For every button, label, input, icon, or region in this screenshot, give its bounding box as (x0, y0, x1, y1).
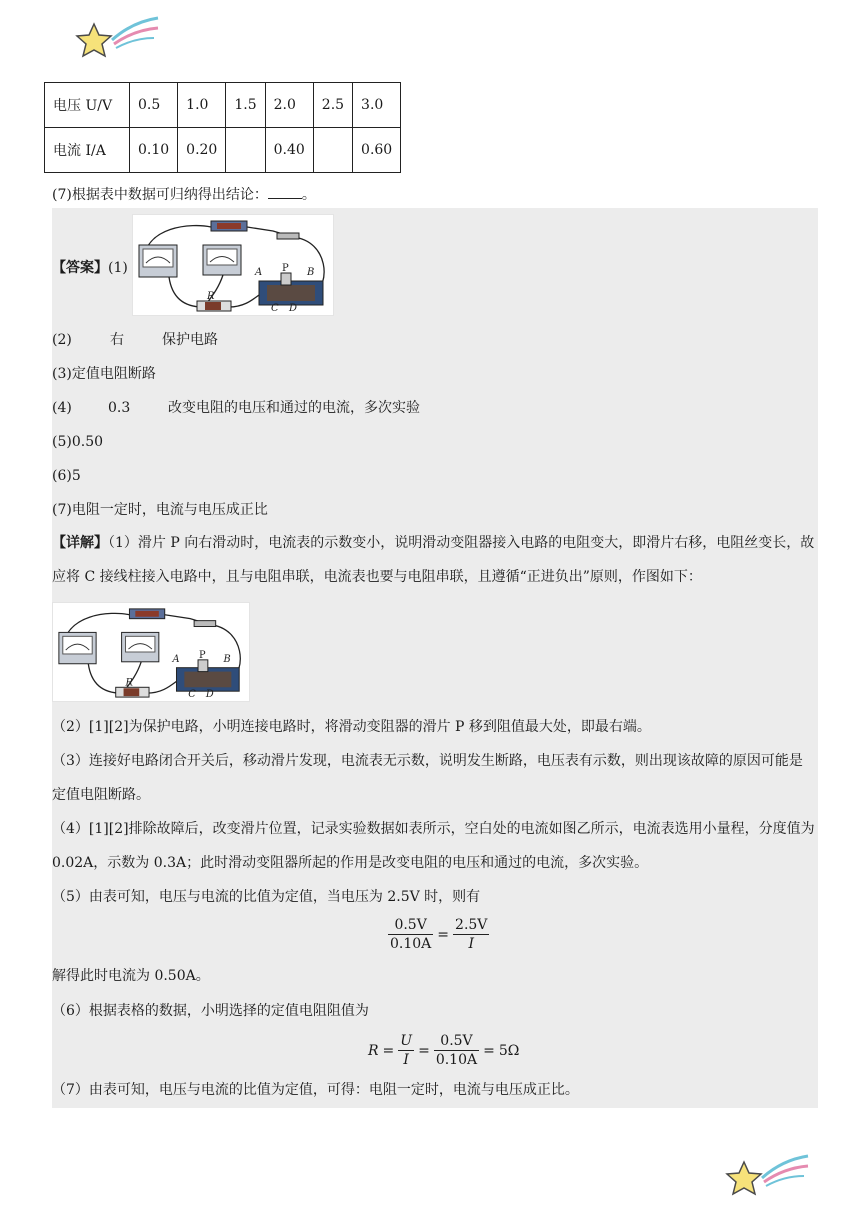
label-B: B (223, 653, 231, 665)
answer-line-3: (3)定值电阻断路 (52, 366, 156, 382)
label-C: C (188, 689, 196, 701)
answer-1-num: (1) (108, 260, 128, 276)
answer-2-part-1: 右 (110, 332, 124, 348)
label-A: A (255, 267, 263, 278)
question-7-end: 。 (301, 187, 316, 203)
equals-sign: = (483, 1042, 495, 1059)
detail-tag: 【详解】 (52, 535, 108, 551)
answer-4-num: (4) (52, 400, 72, 416)
detail-paragraph-5: （5）由表可知，电压与电流的比值为定值，当电压为 2.5V 时，则有 (52, 889, 481, 905)
equation-resistance (368, 1032, 519, 1069)
equals-sign: = (382, 1042, 395, 1059)
detail-paragraph-3: （3）连接好电路闭合开关后，移动滑片发现，电流表无示数，说明发生断路，电压表有示数，则出现该故障的原因可能是定值电阻断路。 (52, 753, 803, 803)
label-R: R (207, 291, 215, 302)
table-cell: 0.10 (130, 128, 178, 173)
fraction (434, 1032, 479, 1069)
detail-paragraph-7: （7）由表可知，电压与电流的比值为定值，可得：电阻一定时，电流与电压成正比。 (52, 1082, 579, 1098)
answer-line-1 (52, 258, 128, 278)
label-D: D (205, 689, 214, 701)
numerator: U (400, 1033, 413, 1049)
table-cell: 0.60 (353, 128, 401, 173)
answer-4-part-2: 改变电阻的电压和通过的电流，多次实验 (168, 400, 420, 416)
equation-lhs: R (368, 1042, 379, 1059)
fraction (388, 916, 433, 953)
answer-2-part-2: 保护电路 (162, 332, 218, 348)
question-7 (52, 184, 316, 205)
detail-paragraph-2: （2）[1][2]为保护电路，小明连接电路时，将滑动变阻器的滑片 P 移到阻值最大处，即最右端。 (52, 719, 651, 735)
label-A: A (172, 653, 180, 665)
table-row-label: 电压 U/V (45, 83, 130, 128)
numerator: 0.5V (434, 1032, 479, 1051)
detail-p1-text: （1）滑片 P 向右滑动时，电流表的示数变小，说明滑动变阻器接入电路的电阻变大，即滑片右移，电阻丝变长，故应将 C 接线柱接入电路中，且与电阻串联，电流表也要与电阻串联，且遵循“正进负出”原则，作图如下： (52, 535, 815, 585)
label-C: C (271, 303, 279, 314)
table-cell: 1.0 (178, 83, 226, 128)
table-cell (313, 128, 352, 173)
table-row (45, 83, 401, 128)
denominator: I (403, 1052, 409, 1068)
answer-blank (268, 184, 302, 199)
label-P: P (282, 263, 289, 274)
table-cell: 0.5 (130, 83, 178, 128)
circuit-diagram-answer (132, 214, 334, 316)
equation-ratio (388, 916, 489, 953)
fraction (398, 1032, 414, 1069)
answer-2-num: (2) (52, 332, 72, 348)
numerator: 0.5V (388, 916, 433, 935)
answer-tag: 【答案】 (52, 260, 108, 276)
data-table (44, 82, 401, 173)
label-D: D (289, 303, 298, 314)
denominator: 0.10A (435, 1052, 478, 1068)
numerator: 2.5V (455, 917, 488, 933)
table-row (45, 128, 401, 173)
detail-paragraph-6: （6）根据表格的数据，小明选择的定值电阻阻值为 (52, 1003, 369, 1019)
table-cell: 0.20 (178, 128, 226, 173)
table-cell: 3.0 (353, 83, 401, 128)
table-row-label: 电流 I/A (45, 128, 130, 173)
star-decoration-icon (72, 14, 162, 64)
equals-sign: = (418, 1042, 430, 1059)
label-R: R (125, 677, 133, 689)
label-B: B (307, 267, 315, 278)
denominator: I (468, 936, 474, 952)
denominator: 0.10A (390, 936, 432, 952)
circuit-diagram-detail (52, 602, 250, 702)
answer-line-7: (7)电阻一定时，电流与电压成正比 (52, 502, 268, 518)
star-decoration-icon (722, 1152, 812, 1202)
equals-sign: = (437, 926, 450, 943)
answer-line-6: (6)5 (52, 468, 81, 484)
table-cell: 1.5 (226, 83, 265, 128)
detail-result-5: 解得此时电流为 0.50A。 (52, 968, 210, 984)
detail-paragraph-1 (52, 526, 816, 594)
answer-4-part-1: 0.3 (108, 400, 131, 416)
table-cell: 0.40 (265, 128, 313, 173)
answer-line-2 (52, 330, 218, 350)
label-P: P (199, 649, 206, 661)
table-cell (226, 128, 265, 173)
answer-line-5: (5)0.50 (52, 434, 104, 450)
detail-paragraph-4: （4）[1][2]排除故障后，改变滑片位置，记录实验数据如表所示，空白处的电流如图乙所示，电流表选用小量程，分度值为 0.02A，示数为 0.3A；此时滑动变阻器所起的作用是改变电阻的电压和通过的电流，多次实验。 (52, 821, 815, 871)
table-cell: 2.0 (265, 83, 313, 128)
question-7-text: (7)根据表中数据可归纳得出结论： (52, 187, 268, 203)
answer-line-4 (52, 398, 420, 418)
table-cell: 2.5 (313, 83, 352, 128)
fraction (453, 916, 489, 953)
equation-rhs: 5Ω (498, 1042, 520, 1059)
